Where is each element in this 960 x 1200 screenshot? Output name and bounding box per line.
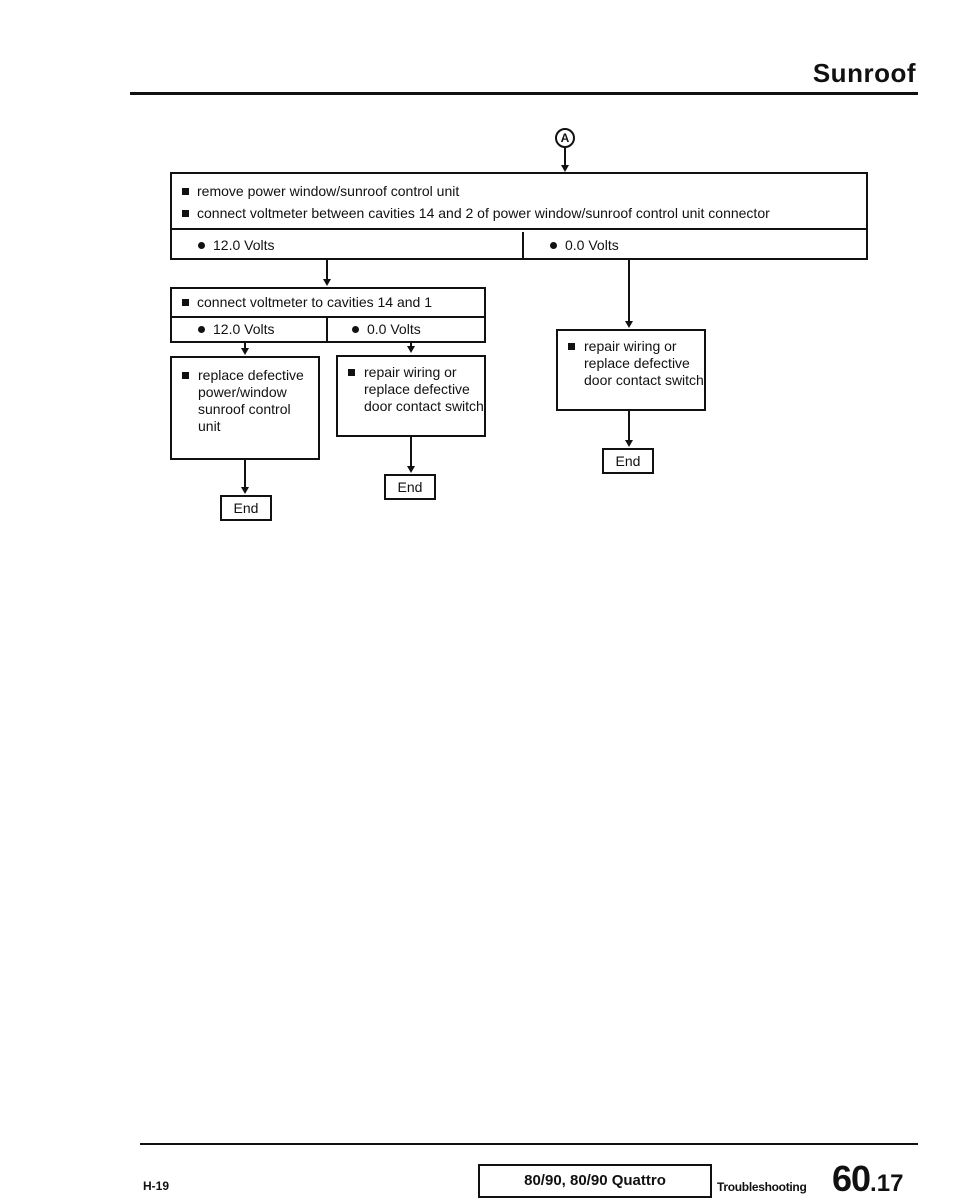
footer-rule <box>140 1143 918 1145</box>
result-divider <box>326 318 328 341</box>
connector-line <box>628 411 630 441</box>
top-result-row <box>172 232 866 258</box>
end-box-left: End <box>220 495 272 521</box>
start-marker-a: A <box>555 128 575 148</box>
result-divider <box>522 232 524 258</box>
top-step-1: remove power window/sunroof control unit <box>172 183 866 200</box>
dot-bullet-icon <box>198 242 205 249</box>
mid-result-row <box>172 318 484 341</box>
arrow-head <box>241 348 249 355</box>
replace-control-unit-box <box>170 356 320 460</box>
arrow-head <box>323 279 331 286</box>
square-bullet-icon <box>568 343 575 350</box>
footer-page-number <box>832 1158 903 1200</box>
arrow-head <box>241 487 249 494</box>
square-bullet-icon <box>348 369 355 376</box>
header-rule <box>130 92 918 95</box>
repair-door-switch-box-mid <box>336 355 486 437</box>
arrow-head <box>625 440 633 447</box>
square-bullet-icon <box>182 299 189 306</box>
connector-line <box>244 460 246 488</box>
replace-control-unit-text: replace defective power/window sunroof control unit <box>198 367 304 434</box>
footer-page-code: H-19 <box>143 1179 170 1193</box>
footer-model-box: 80/90, 80/90 Quattro <box>478 1164 712 1198</box>
connector-line <box>628 260 630 322</box>
end-box-right: End <box>602 448 654 474</box>
end-box-mid: End <box>384 474 436 500</box>
repair-door-switch-text-mid: repair wiring or replace defective door contact switch <box>364 364 484 414</box>
page-number-major: 60 <box>832 1158 871 1199</box>
top-result-left: 12.0 Volts <box>198 237 275 254</box>
dot-bullet-icon <box>198 326 205 333</box>
dot-bullet-icon <box>352 326 359 333</box>
square-bullet-icon <box>182 210 189 217</box>
mid-result-right: 0.0 Volts <box>352 321 421 338</box>
repair-door-switch-box-right <box>556 329 706 411</box>
page-number-minor: .17 <box>870 1170 904 1197</box>
mid-step: connect voltmeter to cavities 14 and 1 <box>172 294 484 318</box>
connector-line <box>410 437 412 467</box>
dot-bullet-icon <box>550 242 557 249</box>
mid-test-box <box>170 287 486 343</box>
top-step-2: connect voltmeter between cavities 14 and 2 of power window/sunroof control unit connector <box>172 205 866 230</box>
connector-line <box>564 148 566 166</box>
arrow-head <box>407 346 415 353</box>
arrow-head <box>625 321 633 328</box>
top-test-box <box>170 172 868 260</box>
page-title: Sunroof <box>812 58 916 88</box>
mid-result-left: 12.0 Volts <box>198 321 275 338</box>
arrow-head <box>407 466 415 473</box>
top-result-right: 0.0 Volts <box>550 237 619 254</box>
square-bullet-icon <box>182 188 189 195</box>
square-bullet-icon <box>182 372 189 379</box>
repair-door-switch-text-right: repair wiring or replace defective door contact switch <box>584 338 704 388</box>
footer-section: Troubleshooting <box>717 1180 807 1194</box>
connector-line <box>326 260 328 280</box>
arrow-head <box>561 165 569 172</box>
